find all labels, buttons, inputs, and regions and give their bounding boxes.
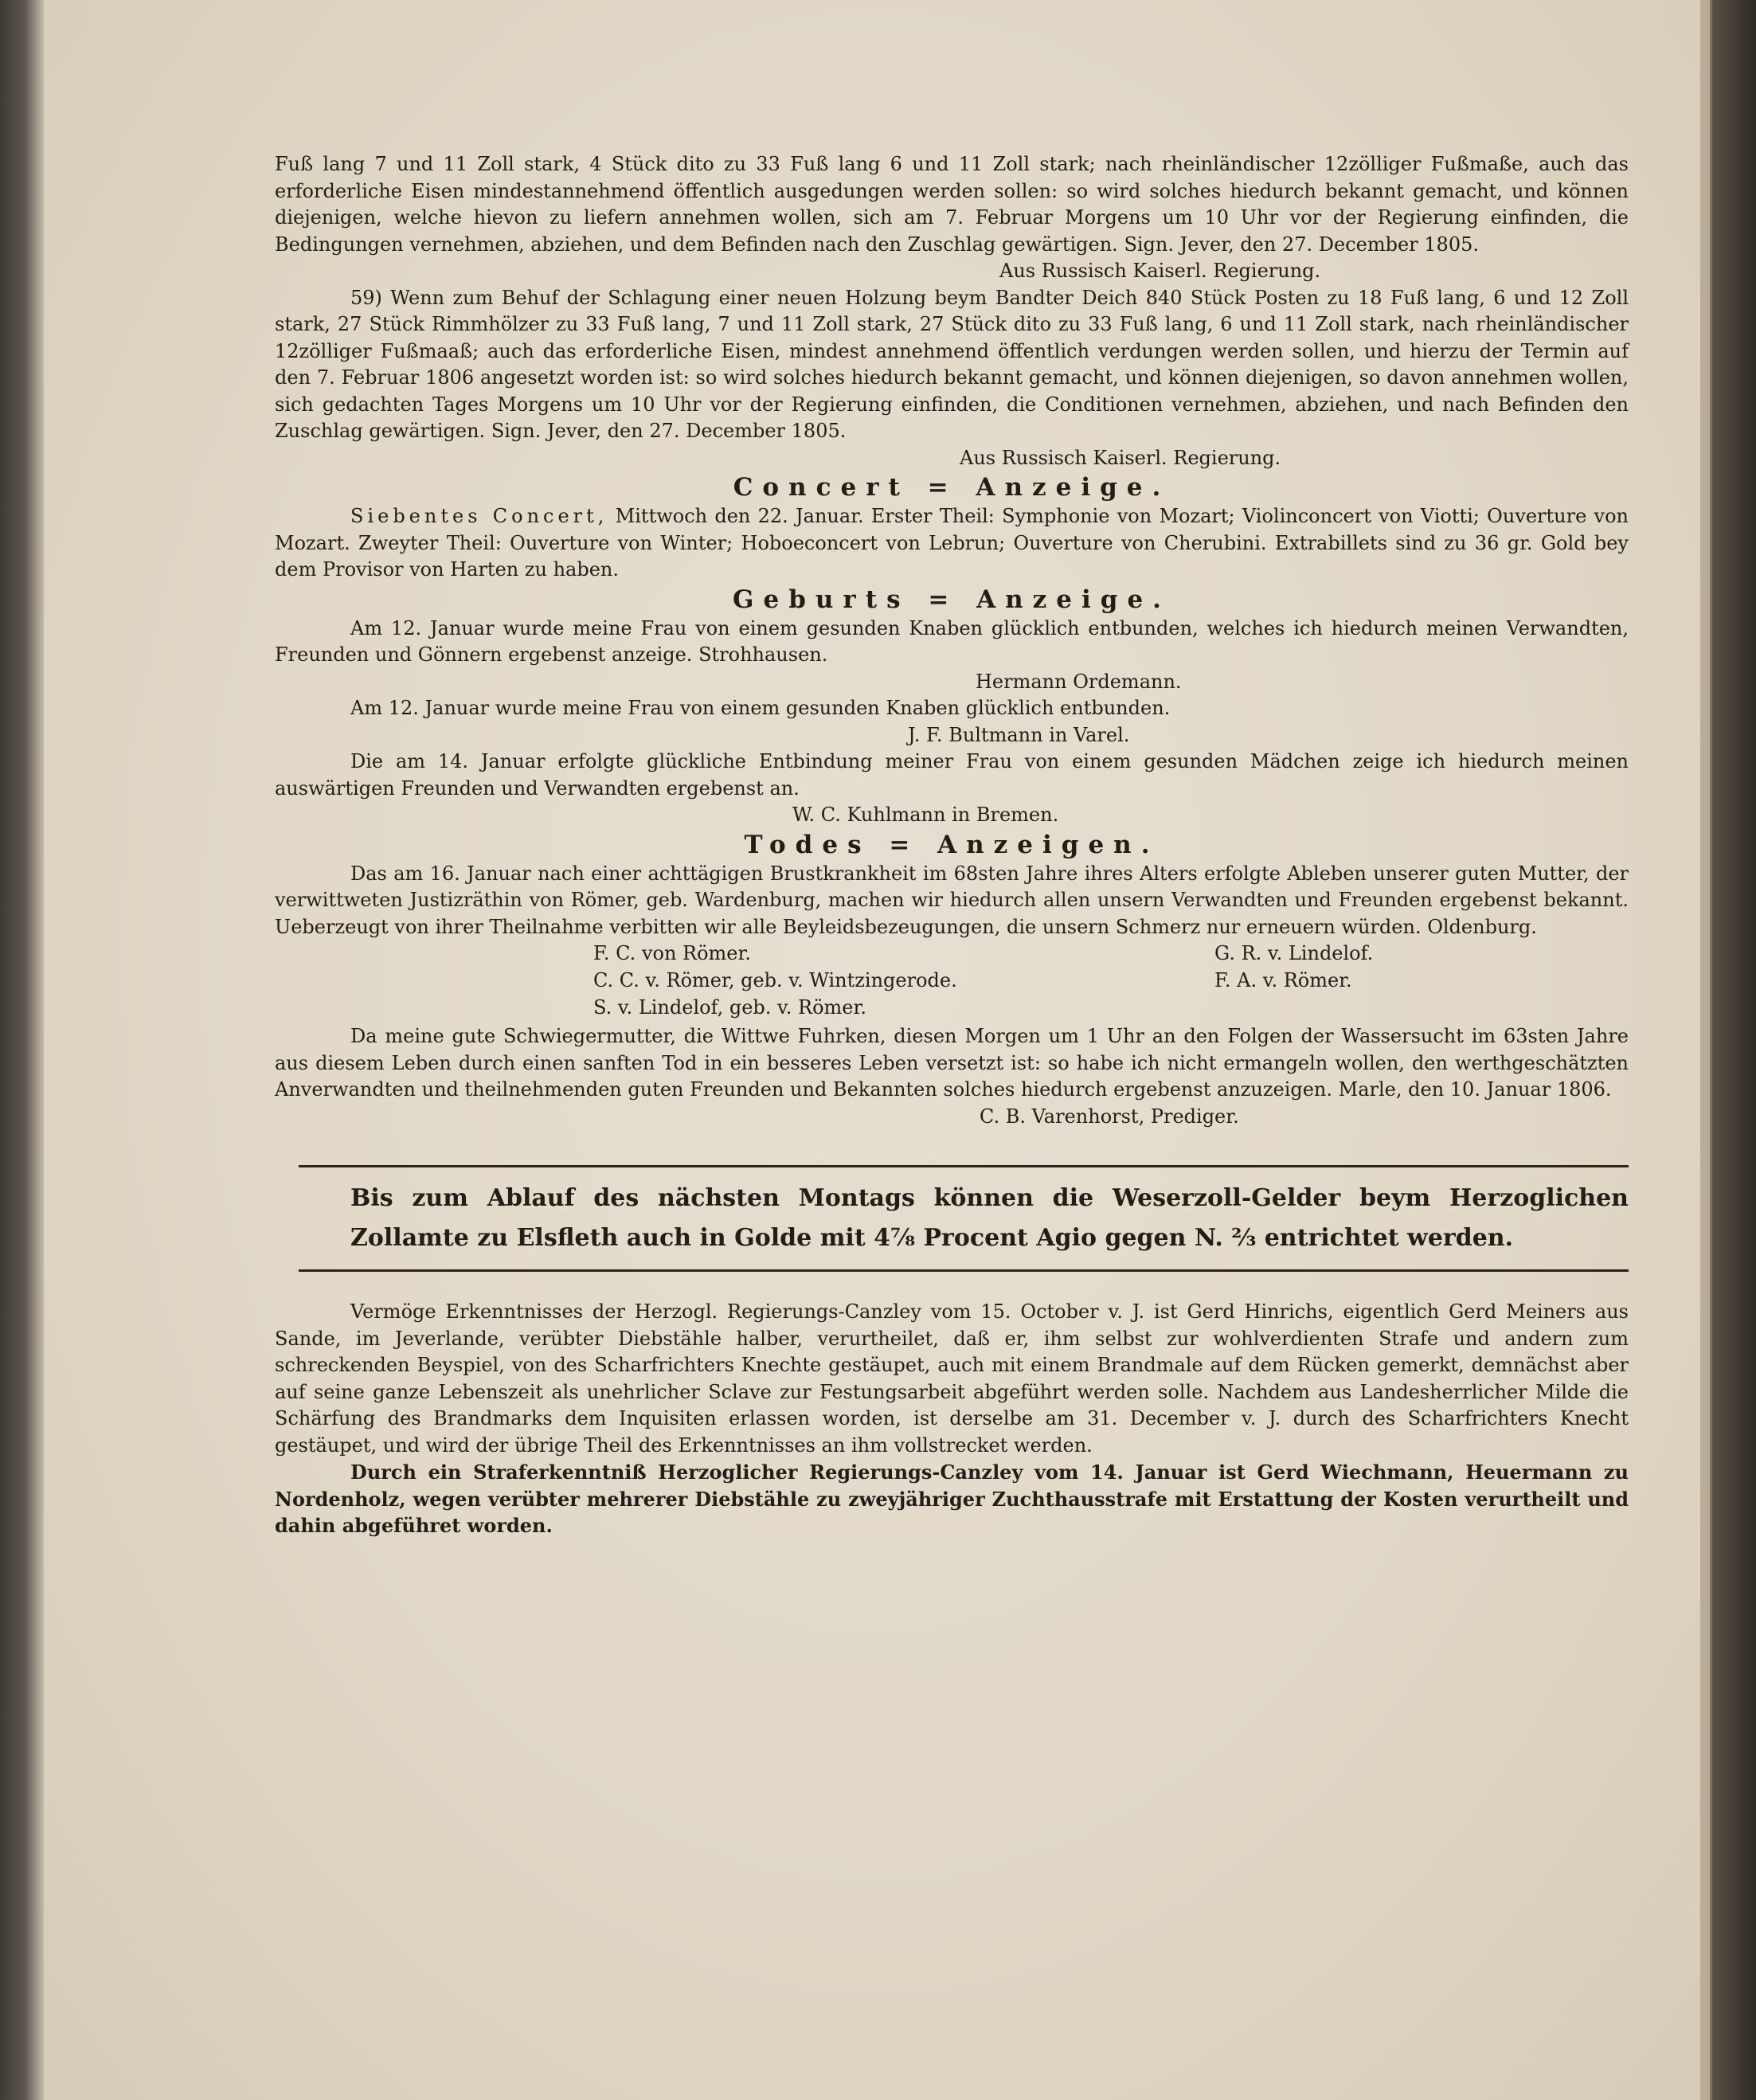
page-edge: [1700, 0, 1710, 2100]
concert-announcement: [275, 503, 1629, 584]
name-1: F. C. von Römer.: [593, 942, 751, 964]
signature-varenhorst: C. B. Varenhorst, Prediger.: [980, 1105, 1239, 1128]
rule-top: [299, 1165, 1629, 1167]
heading-geburts: Geburts = Anzeige.: [733, 585, 1171, 614]
continued-notice: Fuß lang 7 und 11 Zoll stark, 4 Stück dito zu 33 Fuß lang 6 und 11 Zoll stark; nach rheinländischer 12zölliger Fußmaße, auch das erforderliche Eisen mindestannehmend öffentlich ausgedungen werden sollen: so wird solches hiedurch bekannt gemacht, und können diejenigen, welche hievon zu liefern annehmen wollen, sich am 7. Februar Morgens um 10 Uhr vor der Regierung einfinden, die Bedingungen vernehmen, abziehen, und dem Befinden nach den Zuschlag gewärtigen. Sign. Jever, den 27. December 1805.: [275, 153, 1629, 256]
weserzoll-notice: Bis zum Ablauf des nächsten Montags können die Weserzoll-Gelder beym Herzoglichen Zollamte zu Elsfleth auch in Golde mit 4⅞ Procent Agio gegen N. ⅔ entrichtet werden.: [350, 1184, 1629, 1252]
family-signatures: [275, 941, 1629, 1023]
page-content: [275, 151, 1629, 1539]
signature-kuhlmann: W. C. Kuhlmann in Bremen.: [792, 804, 1059, 826]
concert-text: Mittwoch den 22. Januar. Erster Theil: Symphonie von Mozart; Violinconcert von Viotti; Ouverture von Mozart. Zweyter Theil: Ouverture von Winter; Hoboeconcert von Lebrun; Ouverture von Cherubini. Extrabillets sind zu 36 gr. Gold bey dem Provisor von Harten zu haben.: [275, 505, 1629, 581]
binding-shadow: [1712, 0, 1756, 2100]
name-4: F. A. v. Römer.: [1214, 969, 1352, 991]
verdict-notice-2: Durch ein Straferkenntniß Herzoglicher Regierungs-Canzley vom 14. Januar ist Gerd Wiechmann, Heuermann zu Nordenholz, wegen verübter mehrerer Diebstähle zu zweyjähriger Zuchthausstrafe mit Erstattung der Kosten verurtheilt und dahin abgeführet worden.: [275, 1461, 1629, 1537]
signature-regierung-2: Aus Russisch Kaiserl. Regierung.: [960, 446, 1281, 469]
notice-59: 59) Wenn zum Behuf der Schlagung einer neuen Holzung beym Bandter Deich 840 Stück Posten zu 18 Fuß lang, 6 und 12 Zoll stark, 27 Stück Rimmhölzer zu 33 Fuß lang, 7 und 11 Zoll stark, 27 Stück dito zu 33 Fuß lang, 6 und 11 Zoll stark, nach rheinländischer 12zölliger Fußmaaß; auch das erforderliche Eisen, mindest annehmend öffentlich verdungen werden sollen, und hierzu der Termin auf den 7. Februar 1806 angesetzt worden ist: so wird solches hiedurch bekannt gemacht, und können diejenigen, so davon annehmen wollen, sich gedachten Tages Morgens um 10 Uhr vor der Regierung einfinden, die Conditionen vernehmen, abziehen, und nach Befinden den Zuschlag gewärtigen. Sign. Jever, den 27. December 1805.: [275, 286, 1629, 442]
death-notice-2: Da meine gute Schwiegermutter, die Wittwe Fuhrken, diesen Morgen um 1 Uhr an den Folgen der Wassersucht im 63sten Jahre aus diesem Leben durch einen sanften Tod in ein besseres Leben versetzt ist: so habe ich nicht ermangeln wollen, den werthgeschätzten Anverwandten und theilnehmenden guten Freunden und Bekannten solches hiedurch ergebenst anzuzeigen. Marle, den 10. Januar 1806.: [275, 1025, 1629, 1101]
name-5: S. v. Lindelof, geb. v. Römer.: [593, 996, 866, 1019]
name-2: G. R. v. Lindelof.: [1214, 942, 1374, 964]
name-3: C. C. v. Römer, geb. v. Wintzingerode.: [593, 969, 957, 991]
death-notice-1: Das am 16. Januar nach einer achttägigen Brustkrankheit im 68sten Jahre ihres Alters erfolgte Ableben unserer guten Mutter, der verwittweten Justizräthin von Römer, geb. Wardenburg, machen wir hiedurch allen unsern Verwandten und Freunden ergebenst bekannt. Ueberzeugt von ihrer Theilnahme verbitten wir alle Beyleidsbezeugungen, die unsern Schmerz nur erneuern würden. Oldenburg.: [275, 862, 1629, 938]
signature-ordemann: Hermann Ordemann.: [976, 670, 1182, 693]
signature-bultmann: J. F. Bultmann in Varel.: [908, 723, 1130, 746]
signature-regierung-1: Aus Russisch Kaiserl. Regierung.: [999, 260, 1321, 282]
heading-concert: Concert = Anzeige.: [733, 473, 1171, 502]
birth-notice-1: Am 12. Januar wurde meine Frau von einem gesunden Knaben glücklich entbunden, welches ich hiedurch meinen Verwandten, Freunden und Gönnern ergebenst anzeige. Strohhausen.: [275, 616, 1629, 666]
birth-notice-2: Am 12. Januar wurde meine Frau von einem gesunden Knaben glücklich entbunden.: [350, 697, 1171, 719]
concert-lead: Siebentes Concert,: [350, 505, 608, 527]
rule-bottom: [299, 1269, 1629, 1272]
heading-todes: Todes = Anzeigen.: [744, 830, 1160, 859]
birth-notice-3: Die am 14. Januar erfolgte glückliche Entbindung meiner Frau von einem gesunden Mädchen zeige ich hiedurch meinen auswärtigen Freunden und Verwandten ergebenst an.: [275, 750, 1629, 800]
verdict-notice-1: Vermöge Erkenntnisses der Herzogl. Regierungs-Canzley vom 15. October v. J. ist Gerd Hinrichs, eigentlich Gerd Meiners aus Sande, im Jeverlande, verübter Diebstähle halber, verurtheilet, daß er, ihm selbst zur wohlverdienten Strafe und andern zum schreckenden Beyspiel, von des Scharfrichters Knechte gestäupet, auch mit einem Brandmale auf dem Rücken gemerkt, demnächst aber auf seine ganze Lebenszeit als unehrlicher Sclave zur Festungsarbeit abgeführt werden solle. Nachdem aus Landesherrlicher Milde die Schärfung des Brandmarks dem Inquisiten erlassen worden, ist derselbe am 31. December v. J. durch des Scharfrichters Knecht gestäupet, und wird der übrige Theil des Erkenntnisses an ihm vollstrecket werden.: [275, 1300, 1629, 1457]
